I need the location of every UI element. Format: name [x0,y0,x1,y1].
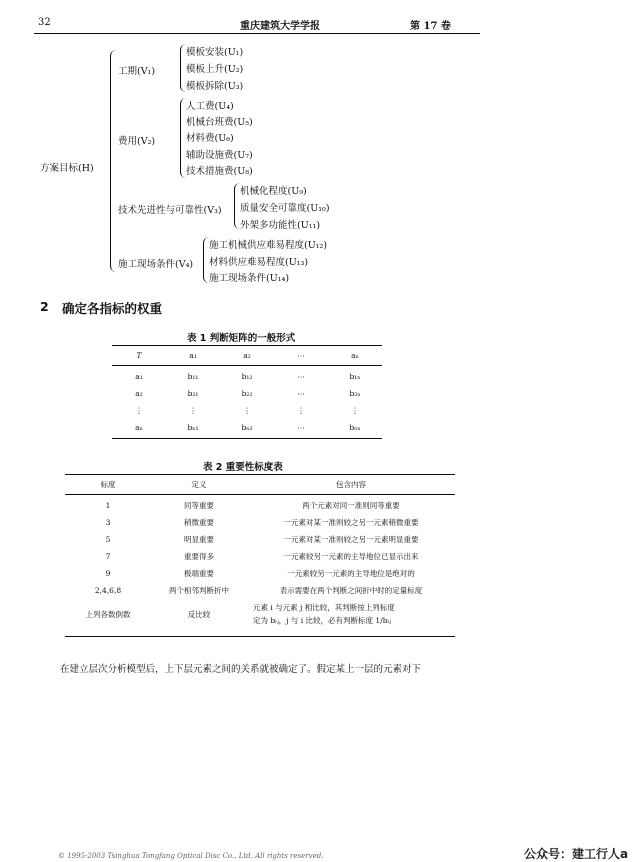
watermark: 公众号：建工行人a [524,847,629,861]
table2-header-cell: 包含内容 [336,480,366,489]
table-cell: b₂ₙ [349,389,361,398]
table-cell: 表示需要在两个判断之间折中时的定量标度 [279,586,423,595]
tree-item: 质量安全可靠度(U₁₀) [240,203,330,214]
table-cell: 明显重要 [184,535,214,544]
table1-body [112,368,382,436]
tree-item: 技术措施费(U₈) [186,166,253,177]
copyright-footer: © 1995-2003 Tsinghua Tongfang Optical Disc Co., Ltd. All rights reserved. [58,852,324,860]
tree-group-label: 技术先进性与可靠性(V₃) [118,205,222,216]
tree-group-label: 工期(V₁) [118,66,156,77]
table1-bottom-rule [112,438,382,439]
table-row [65,548,455,565]
table-row [65,514,455,531]
table-cell: 稍微重要 [184,518,214,527]
table-cell: b₁₁ [187,372,199,381]
table-cell: ⋯ [297,423,305,432]
table-cell: bₙₙ [349,423,361,432]
table-cell: 同等重要 [184,501,214,510]
table-cell: ⋮ [243,406,251,415]
table-cell: 1 [105,501,111,510]
table-cell: ⋮ [351,406,359,415]
table-cell: b₁ₙ [349,372,361,381]
table-cell: aₙ [135,423,143,432]
table2-header-cell: 定义 [191,480,207,489]
table-cell: 一元素对某一准则较之另一元素明显重要 [283,535,419,544]
table-row [65,599,455,629]
table-row [112,385,382,402]
table-cell: 两个元素对同一准则同等重要 [302,501,400,510]
table2-header-rule [65,494,455,495]
table-cell: b₁₂ [241,372,253,381]
table1-top-rule [112,345,382,346]
header-rule [34,33,480,34]
table2-header-row [65,476,455,493]
table-row [65,565,455,582]
tree-item: 人工费(U₄) [186,101,234,112]
tree-item: 模板安装(U₁) [186,47,244,58]
table1-header-rule [112,365,382,366]
table-cell: 2,4,6,8 [94,586,122,595]
table-cell: a₂ [135,389,143,398]
table1-header-cell: aₙ [351,351,359,360]
tree-item: 施工现场条件(U₁₄) [209,273,290,284]
table-cell: a₁ [135,372,143,381]
table-cell: 一元素较另一元素的主导地位已显示出来 [283,552,419,561]
table-cell: 上列各数倒数 [85,609,131,619]
table1 [112,347,382,364]
table-cell: 重要得多 [184,552,214,561]
table-row [65,531,455,548]
table-cell: bₙ₂ [241,423,253,432]
table1-header-cell: ⋯ [297,351,305,360]
volume-label: 第 17 卷 [410,21,451,32]
table-cell: 两个相邻判断折中 [169,586,229,595]
tree-item: 材料供应难易程度(U₁₃) [209,257,309,268]
table2-caption: 表 2 重要性标度表 [203,462,283,473]
table-cell: 一元素对某一准则较之另一元素稍微重要 [283,518,419,527]
table2-bottom-rule [65,636,455,637]
table-cell: ⋮ [135,406,143,415]
table-cell: b₂₂ [241,389,253,398]
tree-item: 外架多功能性(U₁₁) [240,220,321,231]
tree-item: 机械化程度(U₉) [240,186,307,197]
table2-top-rule [65,474,455,475]
table-cell: ⋮ [297,406,305,415]
journal-title: 重庆建筑大学学报 [240,21,320,32]
table-row [65,497,455,514]
page-number: 32 [38,17,51,28]
tree-item: 机械台班费(U₅) [186,117,253,128]
table-row [112,368,382,385]
table-cell: 元素 i 与元素 j 相比较，其判断按上列标度 定为 bᵢⱼ，j 与 i 比较，必有判断标度 1/bᵢⱼ [253,603,395,625]
table2-header-cell: 标度 [100,480,116,489]
table-cell: 9 [105,569,111,578]
table-row [112,402,382,419]
tree-item: 施工机械供应难易程度(U₁₂) [209,240,328,251]
table1-header-cell: a₂ [243,351,251,360]
table-cell: ⋯ [297,389,305,398]
table-cell: 极端重要 [184,569,214,578]
table-cell: bₙ₁ [187,423,199,432]
section-title: 确定各指标的权重 [62,301,163,316]
table-cell: 5 [105,535,111,544]
table-cell: 反比较 [187,609,211,619]
table-row [65,582,455,599]
table1-header-row [112,347,382,364]
tree-group-label: 施工现场条件(V₄) [118,259,194,270]
section-number: 2 [40,299,49,314]
tree-group-label: 费用(V₂) [118,136,156,147]
table1-header-cell: T [136,351,142,360]
table-cell: b₂₁ [187,389,199,398]
body-paragraph: 在建立层次分析模型后，上下层元素之间的关系就被确定了。假定某上一层的元素对下 [60,664,422,675]
table-cell: ⋮ [189,406,197,415]
table-cell: 3 [105,518,111,527]
tree-item: 辅助设施费(U₇) [186,150,253,161]
table1-caption: 表 1 判断矩阵的一般形式 [187,333,296,344]
table1-header-cell: a₁ [189,351,197,360]
tree-root: 方案目标(H) [40,163,94,174]
tree-item: 材料费(U₆) [186,133,234,144]
table2-body [65,497,455,629]
table-cell: 7 [105,552,111,561]
table-cell: ⋯ [297,372,305,381]
table2-header [65,476,455,493]
table-cell: 一元素较另一元素的主导地位是绝对的 [287,569,415,578]
root-brace [110,50,117,272]
tree-item: 模板拆除(U₃) [186,81,244,92]
tree-item: 模板上升(U₂) [186,64,244,75]
table-row [112,419,382,436]
